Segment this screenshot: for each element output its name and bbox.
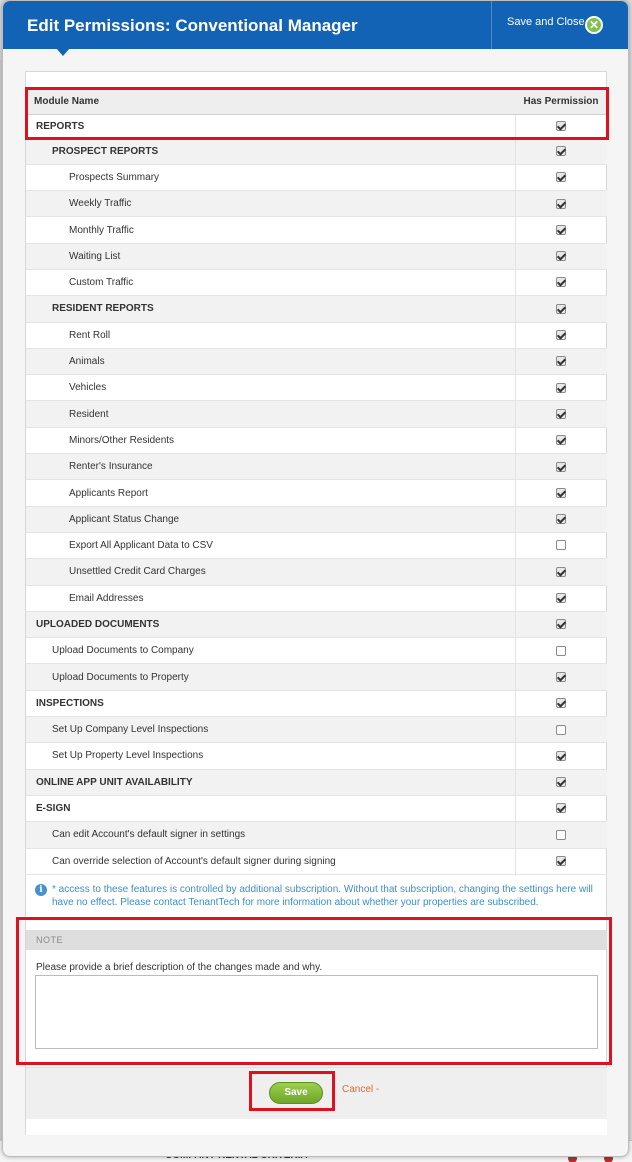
module-name: Waiting List xyxy=(26,243,515,269)
table-row xyxy=(26,585,607,611)
module-name: Set Up Property Level Inspections xyxy=(26,743,515,769)
dialog-content xyxy=(25,71,607,1135)
table-row xyxy=(26,506,607,532)
module-name: ONLINE APP UNIT AVAILABILITY xyxy=(26,769,515,795)
table-row xyxy=(26,269,607,295)
note-description: Please provide a brief description of the changes made and why. xyxy=(36,962,323,973)
permission-cell xyxy=(515,585,607,611)
table-row xyxy=(26,243,607,269)
table-row xyxy=(26,769,607,795)
table-row xyxy=(26,454,607,480)
permission-checkbox[interactable] xyxy=(556,199,566,209)
module-name: Vehicles xyxy=(26,375,515,401)
table-row xyxy=(26,217,607,243)
table-row xyxy=(26,191,607,217)
permission-checkbox[interactable] xyxy=(556,698,566,708)
permissions-table xyxy=(26,90,607,875)
header-caret-icon xyxy=(56,48,70,56)
permission-checkbox[interactable] xyxy=(556,725,566,735)
permission-cell xyxy=(515,217,607,243)
note-textarea[interactable] xyxy=(35,975,598,1049)
table-row xyxy=(26,795,607,821)
module-name: Can edit Account's default signer in settings xyxy=(26,822,515,848)
permission-checkbox[interactable] xyxy=(556,409,566,419)
module-name: Upload Documents to Property xyxy=(26,664,515,690)
permission-cell xyxy=(515,191,607,217)
table-row xyxy=(26,664,607,690)
table-row xyxy=(26,611,607,637)
module-name: Resident xyxy=(26,401,515,427)
permission-cell xyxy=(515,611,607,637)
module-name: Applicants Report xyxy=(26,480,515,506)
table-row xyxy=(26,164,607,190)
permission-checkbox[interactable] xyxy=(556,567,566,577)
table-row xyxy=(26,559,607,585)
permission-cell xyxy=(515,296,607,322)
module-name: Applicant Status Change xyxy=(26,506,515,532)
dialog-header xyxy=(3,1,628,49)
module-name: PROSPECT REPORTS xyxy=(26,138,515,164)
column-header-permission: Has Permission xyxy=(515,90,607,114)
permission-cell xyxy=(515,822,607,848)
table-row xyxy=(26,480,607,506)
permission-cell xyxy=(515,795,607,821)
module-name: Email Addresses xyxy=(26,585,515,611)
permission-cell xyxy=(515,114,607,138)
permission-checkbox[interactable] xyxy=(556,619,566,629)
permission-checkbox[interactable] xyxy=(556,856,566,866)
module-name: Minors/Other Residents xyxy=(26,427,515,453)
permission-checkbox[interactable] xyxy=(556,121,566,131)
permission-checkbox[interactable] xyxy=(556,488,566,498)
table-row xyxy=(26,638,607,664)
table-header-row xyxy=(26,90,607,114)
edit-permissions-dialog xyxy=(2,0,629,1157)
permission-checkbox[interactable] xyxy=(556,803,566,813)
module-name: Unsettled Credit Card Charges xyxy=(26,559,515,585)
content-bottom-bar xyxy=(26,1119,607,1135)
permission-checkbox[interactable] xyxy=(556,146,566,156)
permission-checkbox[interactable] xyxy=(556,277,566,287)
module-name: INSPECTIONS xyxy=(26,690,515,716)
permission-checkbox[interactable] xyxy=(556,777,566,787)
permission-checkbox[interactable] xyxy=(556,540,566,550)
table-row xyxy=(26,375,607,401)
permission-checkbox[interactable] xyxy=(556,830,566,840)
module-name: Renter's Insurance xyxy=(26,454,515,480)
permission-cell xyxy=(515,243,607,269)
table-row xyxy=(26,322,607,348)
permission-cell xyxy=(515,743,607,769)
module-name: RESIDENT REPORTS xyxy=(26,296,515,322)
permissions-table-body xyxy=(26,114,607,874)
permission-checkbox[interactable] xyxy=(556,304,566,314)
permission-cell xyxy=(515,348,607,374)
permission-cell xyxy=(515,532,607,558)
permission-checkbox[interactable] xyxy=(556,251,566,261)
table-row xyxy=(26,296,607,322)
module-name: Rent Roll xyxy=(26,322,515,348)
permission-cell xyxy=(515,138,607,164)
module-name: E-SIGN xyxy=(26,795,515,821)
info-icon: i xyxy=(35,884,47,896)
permission-checkbox[interactable] xyxy=(556,751,566,761)
permission-cell xyxy=(515,269,607,295)
table-row xyxy=(26,690,607,716)
table-row xyxy=(26,114,607,138)
permission-cell xyxy=(515,638,607,664)
cancel-link[interactable]: Cancel - xyxy=(342,1084,380,1095)
table-row xyxy=(26,138,607,164)
header-divider xyxy=(491,1,492,49)
permission-checkbox[interactable] xyxy=(556,330,566,340)
table-row xyxy=(26,717,607,743)
table-row xyxy=(26,532,607,558)
permission-cell xyxy=(515,164,607,190)
permission-cell xyxy=(515,559,607,585)
permission-checkbox[interactable] xyxy=(556,225,566,235)
permission-cell xyxy=(515,506,607,532)
module-name: Export All Applicant Data to CSV xyxy=(26,532,515,558)
module-name: Custom Traffic xyxy=(26,269,515,295)
module-name: Animals xyxy=(26,348,515,374)
permission-checkbox[interactable] xyxy=(556,435,566,445)
module-name: Weekly Traffic xyxy=(26,191,515,217)
module-name: Set Up Company Level Inspections xyxy=(26,717,515,743)
permission-checkbox[interactable] xyxy=(556,172,566,182)
dialog-title: Edit Permissions: Conventional Manager xyxy=(27,16,358,35)
save-button[interactable]: Save xyxy=(269,1082,323,1104)
table-row xyxy=(26,401,607,427)
module-name: Prospects Summary xyxy=(26,164,515,190)
column-header-module: Module Name xyxy=(26,90,515,114)
table-row xyxy=(26,848,607,874)
module-name: Upload Documents to Company xyxy=(26,638,515,664)
permission-checkbox[interactable] xyxy=(556,514,566,524)
permission-checkbox[interactable] xyxy=(556,462,566,472)
permission-cell xyxy=(515,769,607,795)
permission-cell xyxy=(515,664,607,690)
close-icon[interactable]: ✕ xyxy=(585,16,603,34)
permission-checkbox[interactable] xyxy=(556,383,566,393)
permission-checkbox[interactable] xyxy=(556,356,566,366)
subscription-info xyxy=(26,875,606,917)
table-row xyxy=(26,743,607,769)
module-name: UPLOADED DOCUMENTS xyxy=(26,611,515,637)
permission-cell xyxy=(515,454,607,480)
permission-checkbox[interactable] xyxy=(556,646,566,656)
permission-cell xyxy=(515,375,607,401)
permission-cell xyxy=(515,848,607,874)
module-name: REPORTS xyxy=(26,114,515,138)
permission-cell xyxy=(515,401,607,427)
note-heading: NOTE xyxy=(26,930,607,950)
permission-cell xyxy=(515,690,607,716)
save-and-close-button[interactable]: Save and Close xyxy=(507,16,585,28)
permission-cell xyxy=(515,427,607,453)
permission-cell xyxy=(515,480,607,506)
content-top-bar xyxy=(26,72,606,90)
permission-checkbox[interactable] xyxy=(556,593,566,603)
table-row xyxy=(26,822,607,848)
permission-checkbox[interactable] xyxy=(556,672,566,682)
permission-cell xyxy=(515,322,607,348)
table-row xyxy=(26,427,607,453)
subscription-info-text: * access to these features is controlled by additional subscription. Without that subscription, changing the settings here will have no effect. Please contact TenantTech for more information about whether your properties are subscribed. xyxy=(52,883,593,908)
module-name: Can override selection of Account's default signer during signing xyxy=(26,848,515,874)
module-name: Monthly Traffic xyxy=(26,217,515,243)
permission-cell xyxy=(515,717,607,743)
table-row xyxy=(26,348,607,374)
